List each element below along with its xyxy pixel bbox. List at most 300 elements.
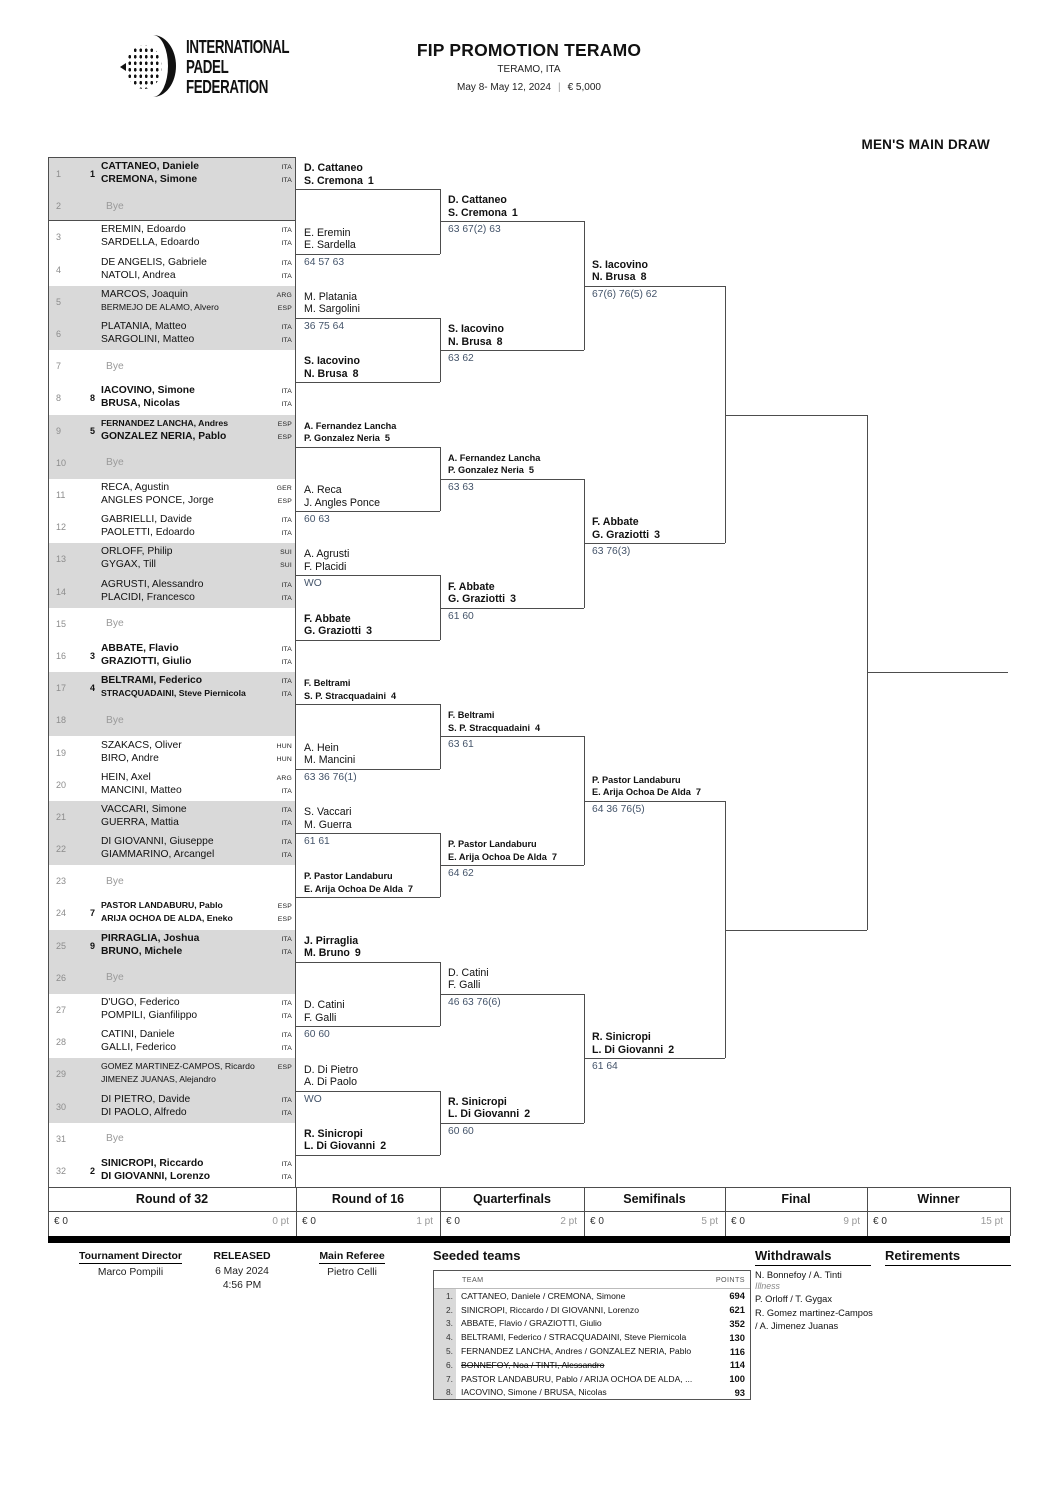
team-label-line: S. Iacovino [304, 355, 360, 368]
player-name: GOMEZ MARTINEZ-CAMPOS, Ricardo [101, 1061, 255, 1072]
draw-row [49, 415, 295, 447]
points-cell: 5 pt [701, 1216, 718, 1227]
team-label [448, 838, 557, 863]
player-line [101, 1029, 292, 1042]
bracket-seed-number: 3 [654, 528, 660, 541]
seeded-team-name: FERNANDEZ LANCHA, Andres / GONZALEZ NERIA, Pablo [461, 1346, 692, 1357]
draw-row [49, 382, 295, 414]
team-players [101, 161, 292, 187]
player-line [101, 398, 292, 411]
player-name: PASTOR LANDABURU, Pablo [101, 900, 223, 911]
country-code: ITA [281, 164, 292, 172]
logo-line-2: PADEL [186, 56, 229, 77]
bracket-seed-number: 4 [391, 690, 397, 701]
team-label [304, 1128, 386, 1153]
row-number: 6 [56, 329, 62, 340]
bracket-seed-number: 2 [380, 1140, 387, 1153]
player-line [101, 772, 292, 785]
seeded-teams-title: Seeded teams [433, 1248, 521, 1263]
match-score: 61 61 [304, 835, 330, 847]
team-label-line: A. Agrusti [304, 548, 350, 561]
footer-mid-rule [48, 1211, 1010, 1212]
team-label-line: E. Arija Ochoa De Alda 7 [448, 851, 558, 862]
draw-row [49, 1058, 295, 1090]
points-cell: 2 pt [560, 1216, 577, 1227]
row-number: 29 [56, 1069, 67, 1080]
bracket-seed-number: 9 [354, 947, 361, 960]
draw-row [49, 640, 295, 672]
bracket-line [296, 1091, 440, 1092]
player-line [101, 1158, 292, 1171]
row-number: 9 [56, 425, 62, 436]
draw-row [49, 575, 295, 607]
bracket-seed-number: 7 [407, 883, 414, 894]
team-players [101, 257, 292, 283]
logo-line-1: INTERNATIONAL [186, 36, 290, 57]
team-label [448, 709, 540, 734]
match-box [48, 1123, 296, 1188]
seeded-team-name: BELTRAMI, Federico / STRACQUADAINI, Steve Piernicola [461, 1332, 687, 1343]
team-label-line: L. Di Giovanni 2 [448, 1108, 531, 1121]
round-label: Quarterfinals [473, 1192, 551, 1206]
match-score: 60 60 [304, 1029, 330, 1041]
team-label-line: S. Cremona 1 [304, 174, 374, 187]
player-name: GRAZIOTTI, Giulio [101, 655, 192, 667]
team-label [448, 323, 504, 348]
bracket-seed-number: 3 [510, 593, 516, 606]
player-line [101, 174, 292, 187]
player-name: SARDELLA, Edoardo [101, 237, 200, 249]
country-code: SUI [280, 549, 292, 557]
team-label-line: G. Graziotti 3 [304, 625, 372, 638]
team-label [304, 613, 372, 638]
match-box [48, 221, 296, 286]
match-box [48, 415, 296, 480]
team-label-line: N. Brusa 8 [448, 335, 503, 348]
draw-row [49, 543, 295, 575]
player-name: BRUNO, Michele [101, 945, 183, 957]
draw-row [49, 1026, 295, 1058]
team-label-line: G. Graziotti 3 [592, 528, 660, 541]
team-label-line: D. Di Pietro [304, 1063, 359, 1076]
row-number: 21 [56, 811, 67, 822]
match-score: 46 63 76(6) [448, 996, 501, 1008]
player-line [101, 527, 292, 540]
country-code: GER [276, 484, 292, 492]
bracket-line [296, 833, 440, 834]
seeded-team-name: BONNEFOY, Noa / TINTI, Alessandro [461, 1359, 605, 1370]
team-label-line: F. Galli [304, 1011, 337, 1024]
player-name: GALLI, Federico [101, 1042, 176, 1054]
team-label [448, 1096, 530, 1121]
seeded-row [434, 1358, 750, 1372]
player-name: BRUSA, Nicolas [101, 398, 180, 410]
country-code: ESP [277, 304, 292, 312]
draw-row [49, 158, 295, 190]
team-label [448, 581, 516, 606]
team-label-line: D. Catini [304, 999, 345, 1012]
match-score: 67(6) 76(5) 62 [592, 288, 658, 300]
bye-label: Bye [106, 618, 124, 630]
seeded-rank: 7. [446, 1373, 453, 1384]
team-label [304, 806, 352, 831]
points-cell: 1 pt [416, 1216, 433, 1227]
bye-label: Bye [106, 360, 124, 372]
match-box [48, 672, 296, 737]
seed-number: 4 [89, 683, 95, 694]
team-players [101, 1158, 292, 1184]
bracket-line [296, 511, 440, 512]
match-score: 36 75 64 [304, 320, 345, 332]
team-label-line: F. Abbate [448, 580, 495, 593]
seeded-teams-section [433, 1248, 751, 1400]
bracket-line [296, 382, 440, 383]
seeded-points: 93 [734, 1386, 745, 1398]
team-label-line: S. P. Stracquadaini 4 [304, 690, 397, 701]
bracket-line [296, 189, 440, 190]
director-label: Tournament Director [78, 1250, 183, 1262]
seeded-points: 130 [729, 1331, 745, 1343]
team-label [592, 259, 648, 284]
finalist-line [725, 930, 867, 931]
draw-row [49, 769, 295, 801]
draw-row [49, 704, 295, 736]
seeded-points: 621 [729, 1304, 745, 1316]
country-code: ITA [281, 806, 292, 814]
match-score: 61 60 [448, 610, 474, 622]
player-line [101, 643, 292, 656]
country-code: ITA [281, 1173, 292, 1181]
team-label-line: A. Reca [304, 484, 342, 497]
bracket-line [440, 221, 584, 222]
bracket-seed-number: 5 [528, 465, 535, 476]
player-line [101, 900, 292, 913]
player-name: SARGOLINI, Matteo [101, 334, 195, 346]
team-label-line: P. Gonzalez Neria 5 [448, 465, 535, 476]
round-label: Winner [917, 1192, 960, 1206]
country-code: ARG [276, 291, 292, 299]
match-score: 63 67(2) 63 [448, 224, 501, 236]
row-number: 5 [56, 296, 62, 307]
team-label [304, 742, 355, 767]
team-label [304, 484, 380, 509]
draw-row [49, 672, 295, 704]
player-line [101, 1094, 292, 1107]
draw-row [49, 1123, 295, 1155]
row-number: 4 [56, 264, 62, 275]
bye-label: Bye [106, 714, 124, 726]
team-label-line: N. Brusa 8 [304, 367, 359, 380]
seeded-rank: 5. [446, 1346, 453, 1357]
country-code: ITA [281, 1160, 292, 1168]
points-cell: 15 pt [980, 1216, 1003, 1227]
player-name: VACCARI, Simone [101, 803, 187, 815]
row-number: 20 [56, 779, 67, 790]
match-score: 63 76(3) [592, 546, 631, 558]
player-line [101, 1042, 292, 1055]
bracket-seed-number: 4 [535, 722, 541, 733]
referee-label: Main Referee [319, 1250, 385, 1262]
team-label-line: M. Bruno 9 [304, 947, 361, 960]
team-players [101, 933, 292, 959]
team-label-line: L. Di Giovanni 2 [592, 1043, 675, 1056]
player-name: DI PIETRO, Davide [101, 1093, 191, 1105]
player-line [101, 688, 292, 701]
player-name: IACOVINO, Simone [101, 385, 195, 397]
team-label [304, 999, 345, 1024]
player-line [101, 740, 292, 753]
draw-row [49, 608, 295, 640]
points-cell: 9 pt [843, 1216, 860, 1227]
team-label-line: E. Eremin [304, 226, 351, 239]
prize-cell: € 0 [446, 1216, 460, 1227]
country-code: ITA [281, 240, 292, 248]
country-code: ITA [281, 935, 292, 943]
footer-separator [1010, 1187, 1011, 1236]
referee-name: Pietro Celli [327, 1267, 377, 1278]
country-code: ITA [281, 177, 292, 185]
player-line [101, 1107, 292, 1120]
player-line [101, 385, 292, 398]
draw-row [49, 897, 295, 929]
bracket-line [584, 286, 725, 287]
bracket-seed-number: 7 [551, 851, 558, 862]
player-name: ORLOFF, Philip [101, 546, 173, 558]
match-box [48, 994, 296, 1059]
seeded-team-name: IACOVINO, Simone / BRUSA, Nicolas [461, 1387, 607, 1398]
released-block [198, 1250, 286, 1291]
match-box [48, 865, 296, 930]
draw-row [49, 286, 295, 318]
player-line [101, 785, 292, 798]
match-score: 60 63 [304, 514, 330, 526]
team-label-line: F. Abbate [592, 516, 639, 529]
team-players [101, 740, 292, 766]
player-name: ABBATE, Flavio [101, 642, 179, 654]
tournament-location: TERAMO, ITA [497, 64, 561, 75]
match-score: 64 62 [448, 868, 474, 880]
player-line [101, 656, 292, 669]
draw-row [49, 930, 295, 962]
round-label: Final [781, 1192, 811, 1206]
player-name: NATOLI, Andrea [101, 269, 176, 281]
team-label-line: M. Sargolini [304, 303, 360, 316]
country-code: ITA [281, 227, 292, 235]
row-number: 18 [56, 715, 67, 726]
bracket-seed-number: 3 [366, 625, 372, 638]
player-line [101, 592, 292, 605]
round-label: Semifinals [623, 1192, 686, 1206]
draw-row [49, 447, 295, 479]
country-code: ITA [281, 678, 292, 686]
seeded-row [434, 1344, 750, 1358]
country-code: ARG [276, 774, 292, 782]
team-label-line: R. Sinicropi [592, 1031, 651, 1044]
row-number: 14 [56, 586, 67, 597]
team-label-line: A. Hein [304, 741, 339, 754]
player-name: BELTRAMI, Federico [101, 675, 203, 687]
country-code: ITA [281, 645, 292, 653]
match-box [48, 286, 296, 351]
match-box [48, 608, 296, 673]
row-number: 3 [56, 232, 62, 243]
player-line [101, 849, 292, 862]
prize-cell: € 0 [590, 1216, 604, 1227]
row-number: 19 [56, 747, 67, 758]
round-label: Round of 32 [135, 1192, 209, 1206]
player-line [101, 431, 292, 444]
team-label-line: S. Vaccari [304, 806, 352, 818]
withdrawals-section [755, 1248, 871, 1331]
withdrawals-title: Withdrawals [755, 1248, 871, 1266]
row-number: 17 [56, 683, 67, 694]
prize-money: € 5,000 [567, 82, 601, 93]
seeded-rank: 1. [446, 1290, 453, 1301]
row-number: 10 [56, 457, 67, 468]
player-line [101, 913, 292, 926]
match-box [48, 736, 296, 801]
player-line [101, 418, 292, 431]
team-players [101, 804, 292, 830]
team-players [101, 836, 292, 862]
bracket-line [440, 350, 584, 351]
match-score: WO [304, 1093, 322, 1105]
player-line [101, 1171, 292, 1184]
team-label-line: E. Arija Ochoa De Alda 7 [592, 787, 702, 798]
country-code: ITA [281, 658, 292, 666]
match-box [48, 157, 296, 221]
released-time: 4:56 PM [222, 1280, 262, 1291]
tournament-title: FIP PROMOTION TERAMO [416, 40, 642, 60]
player-name: D'UGO, Federico [101, 997, 180, 1009]
country-code: ESP [277, 433, 292, 441]
player-line [101, 495, 292, 508]
row-number: 25 [56, 940, 67, 951]
tournament-dates: May 8- May 12, 2024 [457, 82, 551, 93]
team-label-line: E. Arija Ochoa De Alda 7 [304, 883, 414, 894]
team-label [304, 162, 374, 187]
row-number: 26 [56, 972, 67, 983]
player-line [101, 946, 292, 959]
team-label-line: G. Graziotti 3 [448, 593, 516, 606]
team-label [304, 1064, 358, 1089]
prize-cell: € 0 [302, 1216, 316, 1227]
points-cell: 0 pt [272, 1216, 289, 1227]
draw-row [49, 221, 295, 253]
player-line [101, 817, 292, 830]
bracket-seed-number: 1 [367, 174, 374, 187]
bracket-line [440, 608, 584, 609]
player-name: HEIN, Axel [101, 771, 151, 783]
tournament-director-block [58, 1250, 203, 1278]
player-name: PLACIDI, Francesco [101, 591, 195, 603]
player-name: PLATANIA, Matteo [101, 321, 187, 333]
match-score: 63 63 [448, 481, 474, 493]
team-label-line: F. Galli [448, 979, 481, 992]
round-label: Round of 16 [331, 1192, 405, 1206]
bracket-line [440, 736, 584, 737]
match-score: 60 60 [448, 1125, 474, 1137]
row-number: 32 [56, 1165, 67, 1176]
player-line [101, 579, 292, 592]
row-number: 22 [56, 844, 67, 855]
bracket-line [584, 801, 725, 802]
team-label-line: R. Sinicropi [304, 1127, 363, 1140]
bracket-line [584, 1058, 725, 1059]
match-score: 63 61 [448, 739, 474, 751]
bracket-seed-number: 8 [640, 271, 647, 284]
player-name: GONZALEZ NERIA, Pablo [101, 430, 227, 442]
bracket-line [296, 704, 440, 705]
seeded-rank: 4. [446, 1332, 453, 1343]
bracket-line [296, 254, 440, 255]
seeded-header-row [434, 1271, 750, 1289]
seeded-row [434, 1372, 750, 1386]
bracket-line [440, 994, 584, 995]
player-name: PIRRAGLIA, Joshua [101, 932, 200, 944]
draw-row [49, 865, 295, 897]
team-players [101, 514, 292, 540]
bracket-line [296, 897, 440, 898]
team-players [101, 900, 292, 926]
retirements-section [885, 1248, 1011, 1266]
seeded-points: 100 [729, 1373, 745, 1385]
match-score: 63 36 76(1) [304, 771, 357, 783]
prize-cell: € 0 [54, 1216, 68, 1227]
country-code: ITA [281, 839, 292, 847]
bye-label: Bye [106, 875, 124, 887]
player-name: FERNANDEZ LANCHA, Andres [101, 417, 229, 428]
team-label-line: E. Sardella [304, 239, 356, 252]
team-label [304, 291, 360, 316]
seeded-row [434, 1303, 750, 1317]
player-line [101, 933, 292, 946]
team-label [304, 420, 396, 445]
team-label-line: N. Brusa 8 [592, 271, 647, 284]
player-name: AGRUSTI, Alessandro [101, 578, 204, 590]
draw-row [49, 254, 295, 286]
player-line [101, 482, 292, 495]
separator: | [557, 82, 561, 93]
team-label [304, 227, 356, 252]
draw-row [49, 962, 295, 994]
prize-cell: € 0 [873, 1216, 887, 1227]
country-code: ITA [281, 517, 292, 525]
player-line [101, 675, 292, 688]
retirements-title: Retirements [885, 1248, 1011, 1266]
team-label-line: M. Platania [304, 290, 357, 303]
bracket-line [296, 1026, 440, 1027]
country-code: ESP [277, 497, 292, 505]
row-number: 8 [56, 393, 62, 404]
seeded-teams-table [433, 1270, 751, 1400]
player-name: RECA, Agustin [101, 481, 170, 493]
match-box [48, 479, 296, 544]
match-score: 63 62 [448, 353, 474, 365]
bracket-seed-number: 2 [668, 1043, 675, 1056]
player-name: EREMIN, Edoardo [101, 224, 186, 236]
team-players [101, 1094, 292, 1120]
player-name: DE ANGELIS, Gabriele [101, 256, 207, 268]
withdrawal-reason: Illness [755, 1280, 780, 1291]
bracket-line [296, 640, 440, 641]
player-name: BIRO, Andre [101, 752, 159, 764]
team-label-line: P. Pastor Landaburu [448, 839, 537, 850]
seeded-team-name: PASTOR LANDABURU, Pablo / ARIJA OCHOA DE ALDA, ... [461, 1373, 693, 1384]
player-name: POMPILI, Gianfilippo [101, 1010, 198, 1022]
player-name: CATINI, Daniele [101, 1029, 175, 1041]
team-label-line: P. Pastor Landaburu [304, 871, 393, 882]
